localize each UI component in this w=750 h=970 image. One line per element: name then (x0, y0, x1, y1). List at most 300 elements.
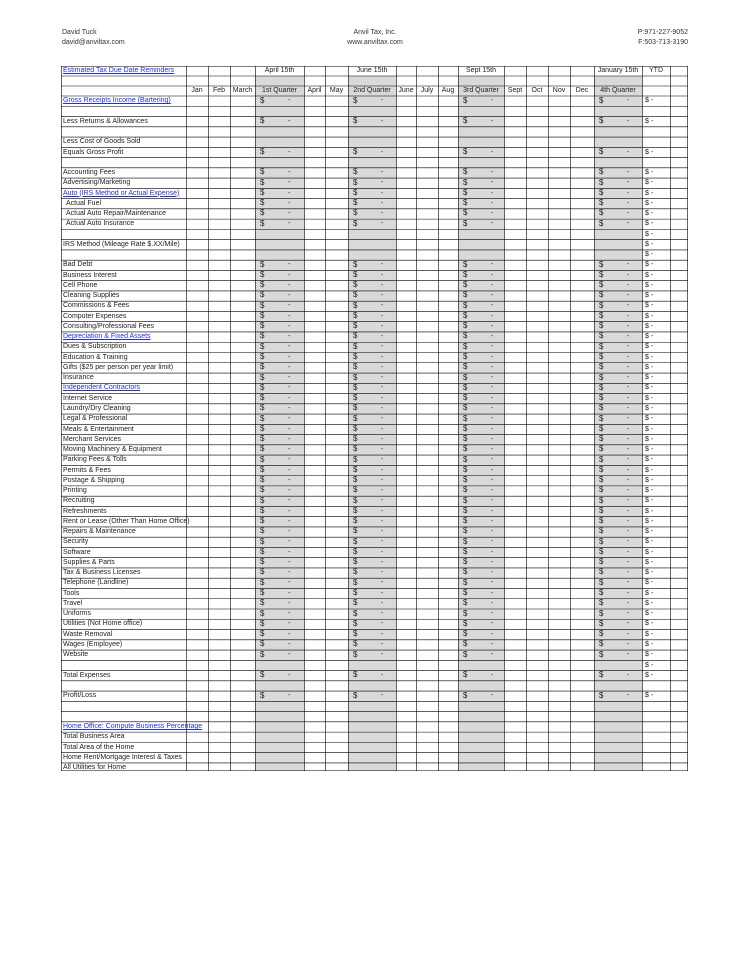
ytd-amount[interactable]: $ - (645, 579, 654, 587)
ytd-amount[interactable]: $ - (645, 476, 654, 484)
quarter-amount[interactable]: - (288, 394, 291, 402)
quarter-amount[interactable]: - (491, 322, 494, 330)
quarter-amount[interactable]: - (627, 169, 630, 177)
quarter-amount[interactable]: - (627, 620, 630, 628)
quarter-amount[interactable]: - (627, 179, 630, 187)
currency-symbol: $ (353, 382, 358, 392)
quarter-amount[interactable]: - (381, 210, 384, 218)
quarter-amount[interactable]: - (381, 353, 384, 361)
quarter-amount[interactable]: - (381, 476, 384, 484)
quarter-amount[interactable]: - (288, 363, 291, 371)
contact-numbers (580, 28, 688, 48)
quarter-amount[interactable]: - (627, 394, 630, 402)
quarter-amount[interactable]: - (491, 415, 494, 423)
quarter-amount[interactable]: - (627, 456, 630, 464)
ytd-amount[interactable]: $ - (645, 302, 654, 310)
quarter-amount[interactable]: - (381, 640, 384, 648)
quarter-amount[interactable]: - (627, 343, 630, 351)
quarter-amount[interactable]: - (627, 610, 630, 618)
row-label: Website (63, 651, 89, 659)
quarter-amount[interactable]: - (491, 517, 494, 525)
quarter-amount[interactable]: - (381, 610, 384, 618)
quarter-amount[interactable]: - (491, 651, 494, 659)
tax-due-reminders-link[interactable]: Estimated Tax Due Date Reminders (63, 67, 175, 74)
quarter-amount[interactable]: - (288, 292, 291, 300)
quarter-amount[interactable]: - (381, 528, 384, 536)
quarter-amount[interactable]: - (381, 466, 384, 474)
company-website[interactable]: www.anviltax.com (347, 39, 403, 46)
quarter-amount[interactable]: - (288, 302, 291, 310)
ytd-amount[interactable]: $ - (645, 538, 654, 546)
quarter-amount[interactable]: - (627, 148, 630, 156)
quarter-amount[interactable]: - (381, 620, 384, 628)
ytd-amount[interactable]: $ - (645, 507, 654, 515)
quarter-amount[interactable]: - (288, 476, 291, 484)
ytd-amount[interactable]: $ - (645, 394, 654, 402)
quarter-amount[interactable]: - (288, 692, 291, 700)
ytd-amount[interactable]: $ - (645, 210, 654, 218)
quarter-amount[interactable]: - (381, 497, 384, 505)
row-label: All Utilities for Home (63, 764, 127, 772)
quarter-amount[interactable]: - (288, 425, 291, 433)
quarter-amount[interactable]: - (381, 599, 384, 607)
col-oct: Oct (531, 87, 543, 94)
quarter-amount[interactable]: - (627, 292, 630, 300)
quarter-amount[interactable]: - (491, 548, 494, 556)
quarter-amount[interactable]: - (491, 343, 494, 351)
currency-symbol: $ (599, 423, 604, 433)
quarter-amount[interactable]: - (491, 487, 494, 495)
currency-symbol: $ (260, 608, 265, 618)
ytd-amount[interactable]: $ - (645, 374, 654, 382)
ytd-amount[interactable]: $ - (645, 333, 654, 341)
quarter-amount[interactable]: - (491, 610, 494, 618)
ytd-amount[interactable]: $ - (645, 199, 654, 207)
quarter-amount[interactable]: - (381, 199, 384, 207)
ytd-amount[interactable]: $ - (645, 425, 654, 433)
quarter-amount[interactable]: - (381, 333, 384, 341)
quarter-amount[interactable]: - (381, 435, 384, 443)
quarter-amount[interactable]: - (627, 220, 630, 228)
currency-symbol: $ (260, 690, 265, 700)
quarter-amount[interactable]: - (627, 117, 630, 125)
currency-symbol: $ (260, 587, 265, 597)
quarter-amount[interactable]: - (627, 569, 630, 577)
ytd-amount[interactable]: $ - (645, 261, 654, 269)
ytd-amount[interactable]: $ - (645, 692, 654, 700)
currency-symbol: $ (353, 116, 358, 126)
ytd-amount[interactable]: $ - (645, 517, 654, 525)
quarter-amount[interactable]: - (288, 343, 291, 351)
quarter-amount[interactable]: - (381, 569, 384, 577)
quarter-amount[interactable]: - (627, 507, 630, 515)
currency-symbol: $ (260, 598, 265, 608)
quarter-amount[interactable]: - (627, 538, 630, 546)
quarter-amount[interactable]: - (288, 261, 291, 269)
ytd-amount[interactable]: $ - (645, 220, 654, 228)
currency-symbol: $ (353, 587, 358, 597)
quarter-amount[interactable]: - (381, 117, 384, 125)
quarter-amount[interactable]: - (288, 271, 291, 279)
quarter-amount[interactable]: - (381, 281, 384, 289)
quarter-amount[interactable]: - (288, 281, 291, 289)
quarter-amount[interactable]: - (288, 117, 291, 125)
quarter-amount[interactable]: - (381, 589, 384, 597)
ytd-amount[interactable]: $ - (645, 456, 654, 464)
quarter-amount[interactable]: - (381, 671, 384, 679)
quarter-amount[interactable]: - (288, 558, 291, 566)
col-june: June (398, 87, 414, 94)
quarter-amount[interactable]: - (288, 97, 291, 105)
quarter-amount[interactable]: - (491, 148, 494, 156)
quarter-amount[interactable]: - (288, 671, 291, 679)
quarter-amount[interactable]: - (491, 189, 494, 197)
quarter-amount[interactable]: - (288, 199, 291, 207)
quarter-amount[interactable]: - (288, 220, 291, 228)
row-label: Actual Fuel (66, 199, 102, 207)
quarter-amount[interactable]: - (288, 487, 291, 495)
currency-symbol: $ (463, 341, 468, 351)
quarter-amount[interactable]: - (288, 312, 291, 320)
ytd-amount[interactable]: $ - (645, 487, 654, 495)
quarter-amount[interactable]: - (491, 384, 494, 392)
quarter-amount[interactable]: - (288, 333, 291, 341)
quarter-amount[interactable]: - (491, 528, 494, 536)
ytd-amount[interactable]: $ - (645, 292, 654, 300)
ytd-amount[interactable]: $ - (645, 169, 654, 177)
quarter-amount[interactable]: - (288, 446, 291, 454)
row-label[interactable]: Depreciation & Fixed Assets (63, 333, 151, 341)
quarter-amount[interactable]: - (627, 548, 630, 556)
quarter-amount[interactable]: - (288, 179, 291, 187)
quarter-amount[interactable]: - (627, 425, 630, 433)
quarter-amount[interactable]: - (381, 322, 384, 330)
quarter-amount[interactable]: - (491, 692, 494, 700)
ytd-amount[interactable]: $ - (645, 435, 654, 443)
quarter-amount[interactable]: - (381, 405, 384, 412)
quarter-amount[interactable]: - (491, 292, 494, 300)
quarter-amount[interactable]: - (288, 456, 291, 464)
currency-symbol: $ (353, 341, 358, 351)
currency-symbol: $ (260, 300, 265, 310)
ytd-amount[interactable]: $ - (645, 363, 654, 371)
row-label: Security (63, 538, 89, 546)
quarter-amount[interactable]: - (627, 281, 630, 289)
quarter-amount[interactable]: - (288, 405, 291, 412)
quarter-amount[interactable]: - (627, 199, 630, 207)
quarter-amount[interactable]: - (491, 425, 494, 433)
ytd-amount[interactable]: $ - (645, 640, 654, 648)
q2-due-date: June 15th (356, 67, 388, 74)
quarter-amount[interactable]: - (491, 374, 494, 382)
quarter-amount[interactable]: - (491, 281, 494, 289)
currency-symbol: $ (463, 187, 468, 197)
quarter-amount[interactable]: - (288, 189, 291, 197)
currency-symbol: $ (260, 454, 265, 464)
quarter-amount[interactable]: - (381, 487, 384, 495)
quarter-amount[interactable]: - (491, 446, 494, 454)
currency-symbol: $ (599, 505, 604, 515)
quarter-amount[interactable]: - (491, 169, 494, 177)
quarter-amount[interactable]: - (288, 640, 291, 648)
ytd-amount[interactable]: $ - (645, 343, 654, 351)
quarter-amount[interactable]: - (627, 517, 630, 525)
row-label[interactable]: Home Office: Compute Business Percentage (63, 723, 203, 731)
row-label[interactable]: Auto (IRS Method or Actual Expense) (63, 189, 180, 197)
quarter-amount[interactable]: - (491, 589, 494, 597)
quarter-amount[interactable]: - (381, 271, 384, 279)
quarter-amount[interactable]: - (627, 374, 630, 382)
quarter-amount[interactable]: - (381, 261, 384, 269)
quarter-amount[interactable]: - (381, 548, 384, 556)
quarter-amount[interactable]: - (288, 538, 291, 546)
quarter-amount[interactable]: - (491, 363, 494, 371)
quarter-amount[interactable]: - (491, 179, 494, 187)
quarter-amount[interactable]: - (381, 456, 384, 464)
quarter-amount[interactable]: - (288, 507, 291, 515)
row-label[interactable]: Gross Receipts Income (Bartering) (63, 97, 171, 105)
ytd-amount[interactable]: $ - (645, 281, 654, 289)
ytd-amount[interactable]: $ - (645, 466, 654, 474)
ytd-amount[interactable]: $ - (645, 548, 654, 556)
quarter-amount[interactable]: - (491, 405, 494, 412)
quarter-amount[interactable]: - (627, 446, 630, 454)
quarter-amount[interactable]: - (288, 589, 291, 597)
ytd-amount[interactable]: $ - (645, 97, 654, 105)
ytd-amount[interactable]: $ - (645, 589, 654, 597)
ytd-amount[interactable]: $ - (645, 189, 654, 197)
quarter-amount[interactable]: - (627, 363, 630, 371)
quarter-amount[interactable]: - (288, 620, 291, 628)
quarter-amount[interactable]: - (381, 538, 384, 546)
col-feb: Feb (212, 87, 226, 94)
quarter-amount[interactable]: - (288, 497, 291, 505)
ytd-amount[interactable]: $ - (645, 651, 654, 659)
quarter-amount[interactable]: - (627, 692, 630, 700)
quarter-amount[interactable]: - (491, 302, 494, 310)
quarter-amount[interactable]: - (381, 220, 384, 228)
quarter-amount[interactable]: - (288, 169, 291, 177)
quarter-amount[interactable]: - (491, 640, 494, 648)
quarter-amount[interactable]: - (381, 343, 384, 351)
quarter-amount[interactable]: - (627, 97, 630, 105)
ytd-amount[interactable]: $ - (645, 148, 654, 156)
row-label: Software (63, 548, 91, 556)
quarter-amount[interactable]: - (381, 148, 384, 156)
ytd-amount[interactable]: $ - (645, 630, 654, 638)
ytd-amount[interactable]: $ - (645, 240, 654, 248)
ytd-amount[interactable]: $ - (645, 179, 654, 187)
quarter-amount[interactable]: - (381, 312, 384, 320)
quarter-amount[interactable]: - (627, 651, 630, 659)
quarter-amount[interactable]: - (491, 507, 494, 515)
quarter-amount[interactable]: - (381, 394, 384, 402)
currency-symbol: $ (463, 382, 468, 392)
quarter-amount[interactable]: - (627, 640, 630, 648)
quarter-amount[interactable]: - (491, 538, 494, 546)
quarter-amount[interactable]: - (627, 558, 630, 566)
quarter-amount[interactable]: - (381, 292, 384, 300)
preparer-email[interactable]: david@anviltax.com (62, 39, 125, 46)
row-label[interactable]: Independent Contractors (63, 384, 141, 392)
quarter-amount[interactable]: - (491, 497, 494, 505)
ytd-amount[interactable]: $ - (645, 671, 654, 679)
ytd-amount[interactable]: $ - (645, 569, 654, 577)
quarter-amount[interactable]: - (627, 302, 630, 310)
quarter-amount[interactable]: - (491, 353, 494, 361)
quarter-amount[interactable]: - (381, 302, 384, 310)
quarter-amount[interactable]: - (627, 322, 630, 330)
quarter-amount[interactable]: - (627, 261, 630, 269)
quarter-amount[interactable]: - (491, 312, 494, 320)
quarter-amount[interactable]: - (627, 415, 630, 423)
currency-symbol: $ (463, 290, 468, 300)
quarter-amount[interactable]: - (288, 415, 291, 423)
quarter-amount[interactable]: - (627, 435, 630, 443)
quarter-amount[interactable]: - (627, 671, 630, 679)
quarter-amount[interactable]: - (381, 415, 384, 423)
currency-symbol: $ (260, 505, 265, 515)
quarter-amount[interactable]: - (627, 271, 630, 279)
quarter-amount[interactable]: - (491, 630, 494, 638)
quarter-amount[interactable]: - (627, 630, 630, 638)
quarter-amount[interactable]: - (627, 579, 630, 587)
quarter-amount[interactable]: - (381, 425, 384, 433)
quarter-amount[interactable]: - (381, 579, 384, 587)
ytd-amount[interactable]: $ - (645, 528, 654, 536)
ytd-amount[interactable]: $ - (645, 384, 654, 392)
currency-symbol: $ (353, 485, 358, 495)
quarter-amount[interactable]: - (381, 374, 384, 382)
currency-symbol: $ (260, 259, 265, 269)
quarter-amount[interactable]: - (627, 312, 630, 320)
quarter-amount[interactable]: - (381, 558, 384, 566)
quarter-amount[interactable]: - (288, 435, 291, 443)
quarter-amount[interactable]: - (627, 466, 630, 474)
quarter-amount[interactable]: - (627, 210, 630, 218)
quarter-amount[interactable]: - (627, 589, 630, 597)
quarter-amount[interactable]: - (627, 333, 630, 341)
quarter-amount[interactable]: - (288, 353, 291, 361)
quarter-amount[interactable]: - (491, 210, 494, 218)
quarter-amount[interactable]: - (627, 497, 630, 505)
quarter-amount[interactable]: - (381, 97, 384, 105)
quarter-amount[interactable]: - (491, 97, 494, 105)
quarter-amount[interactable]: - (491, 333, 494, 341)
currency-symbol: $ (260, 393, 265, 403)
quarter-amount[interactable]: - (491, 199, 494, 207)
quarter-amount[interactable]: - (491, 271, 494, 279)
quarter-amount[interactable]: - (491, 569, 494, 577)
quarter-amount[interactable]: - (627, 599, 630, 607)
quarter-amount[interactable]: - (288, 548, 291, 556)
quarter-amount[interactable]: - (288, 148, 291, 156)
quarter-amount[interactable]: - (288, 517, 291, 525)
quarter-amount[interactable]: - (381, 189, 384, 197)
ytd-amount[interactable]: $ - (645, 415, 654, 423)
ytd-amount[interactable]: $ - (645, 251, 654, 259)
row-label: Tax & Business Licenses (63, 569, 141, 577)
quarter-amount[interactable]: - (491, 599, 494, 607)
quarter-amount[interactable]: - (381, 179, 384, 187)
col-nov: Nov (552, 87, 566, 94)
quarter-amount[interactable]: - (491, 261, 494, 269)
ytd-amount[interactable]: $ - (645, 271, 654, 279)
quarter-amount[interactable]: - (381, 446, 384, 454)
ytd-amount[interactable]: $ - (645, 230, 654, 238)
quarter-amount[interactable]: - (288, 630, 291, 638)
quarter-amount[interactable]: - (381, 517, 384, 525)
ytd-amount[interactable]: $ - (645, 312, 654, 320)
quarter-amount[interactable]: - (381, 651, 384, 659)
quarter-amount[interactable]: - (381, 692, 384, 700)
quarter-amount[interactable]: - (381, 384, 384, 392)
quarter-amount[interactable]: - (491, 620, 494, 628)
ytd-amount[interactable]: $ - (645, 405, 654, 412)
row-label: Profit/Loss (63, 692, 97, 700)
quarter-amount[interactable]: - (288, 599, 291, 607)
quarter-amount[interactable]: - (627, 189, 630, 197)
quarter-amount[interactable]: - (627, 487, 630, 495)
quarter-amount[interactable]: - (288, 374, 291, 382)
ytd-amount[interactable]: $ - (645, 620, 654, 628)
row-label: Refreshments (63, 507, 107, 515)
ytd-amount[interactable]: $ - (645, 322, 654, 330)
currency-symbol: $ (463, 269, 468, 279)
quarter-amount[interactable]: - (627, 384, 630, 392)
quarter-amount[interactable]: - (288, 528, 291, 536)
quarter-amount[interactable]: - (491, 466, 494, 474)
ytd-amount[interactable]: $ - (645, 446, 654, 454)
currency-symbol: $ (260, 362, 265, 372)
quarter-amount[interactable]: - (381, 363, 384, 371)
ytd-amount[interactable]: $ - (645, 558, 654, 566)
quarter-amount[interactable]: - (288, 610, 291, 618)
quarter-amount[interactable]: - (381, 630, 384, 638)
quarter-amount[interactable]: - (627, 353, 630, 361)
quarter-amount[interactable]: - (627, 528, 630, 536)
quarter-amount[interactable]: - (288, 384, 291, 392)
ytd-amount[interactable]: $ - (645, 599, 654, 607)
quarter-amount[interactable]: - (288, 210, 291, 218)
quarter-amount[interactable]: - (288, 466, 291, 474)
currency-symbol: $ (353, 362, 358, 372)
quarter-amount[interactable]: - (491, 671, 494, 679)
quarter-amount[interactable]: - (491, 394, 494, 402)
ytd-amount[interactable]: $ - (645, 353, 654, 361)
ytd-amount[interactable]: $ - (645, 117, 654, 125)
quarter-amount[interactable]: - (627, 405, 630, 412)
quarter-amount[interactable]: - (491, 117, 494, 125)
quarter-amount[interactable]: - (381, 507, 384, 515)
row-label: Less Returns & Allowances (63, 117, 148, 125)
quarter-amount[interactable]: - (491, 456, 494, 464)
quarter-amount[interactable]: - (491, 435, 494, 443)
ytd-amount[interactable]: $ - (645, 610, 654, 618)
ytd-amount[interactable]: $ - (645, 497, 654, 505)
quarter-amount[interactable]: - (627, 476, 630, 484)
quarter-amount[interactable]: - (288, 651, 291, 659)
quarter-amount[interactable]: - (491, 476, 494, 484)
quarter-amount[interactable]: - (491, 220, 494, 228)
quarter-amount[interactable]: - (491, 579, 494, 587)
quarter-amount[interactable]: - (381, 169, 384, 177)
quarter-amount[interactable]: - (491, 558, 494, 566)
quarter-amount[interactable]: - (288, 569, 291, 577)
quarter-amount[interactable]: - (288, 322, 291, 330)
ytd-amount[interactable]: $ - (645, 661, 654, 669)
quarter-amount[interactable]: - (288, 579, 291, 587)
